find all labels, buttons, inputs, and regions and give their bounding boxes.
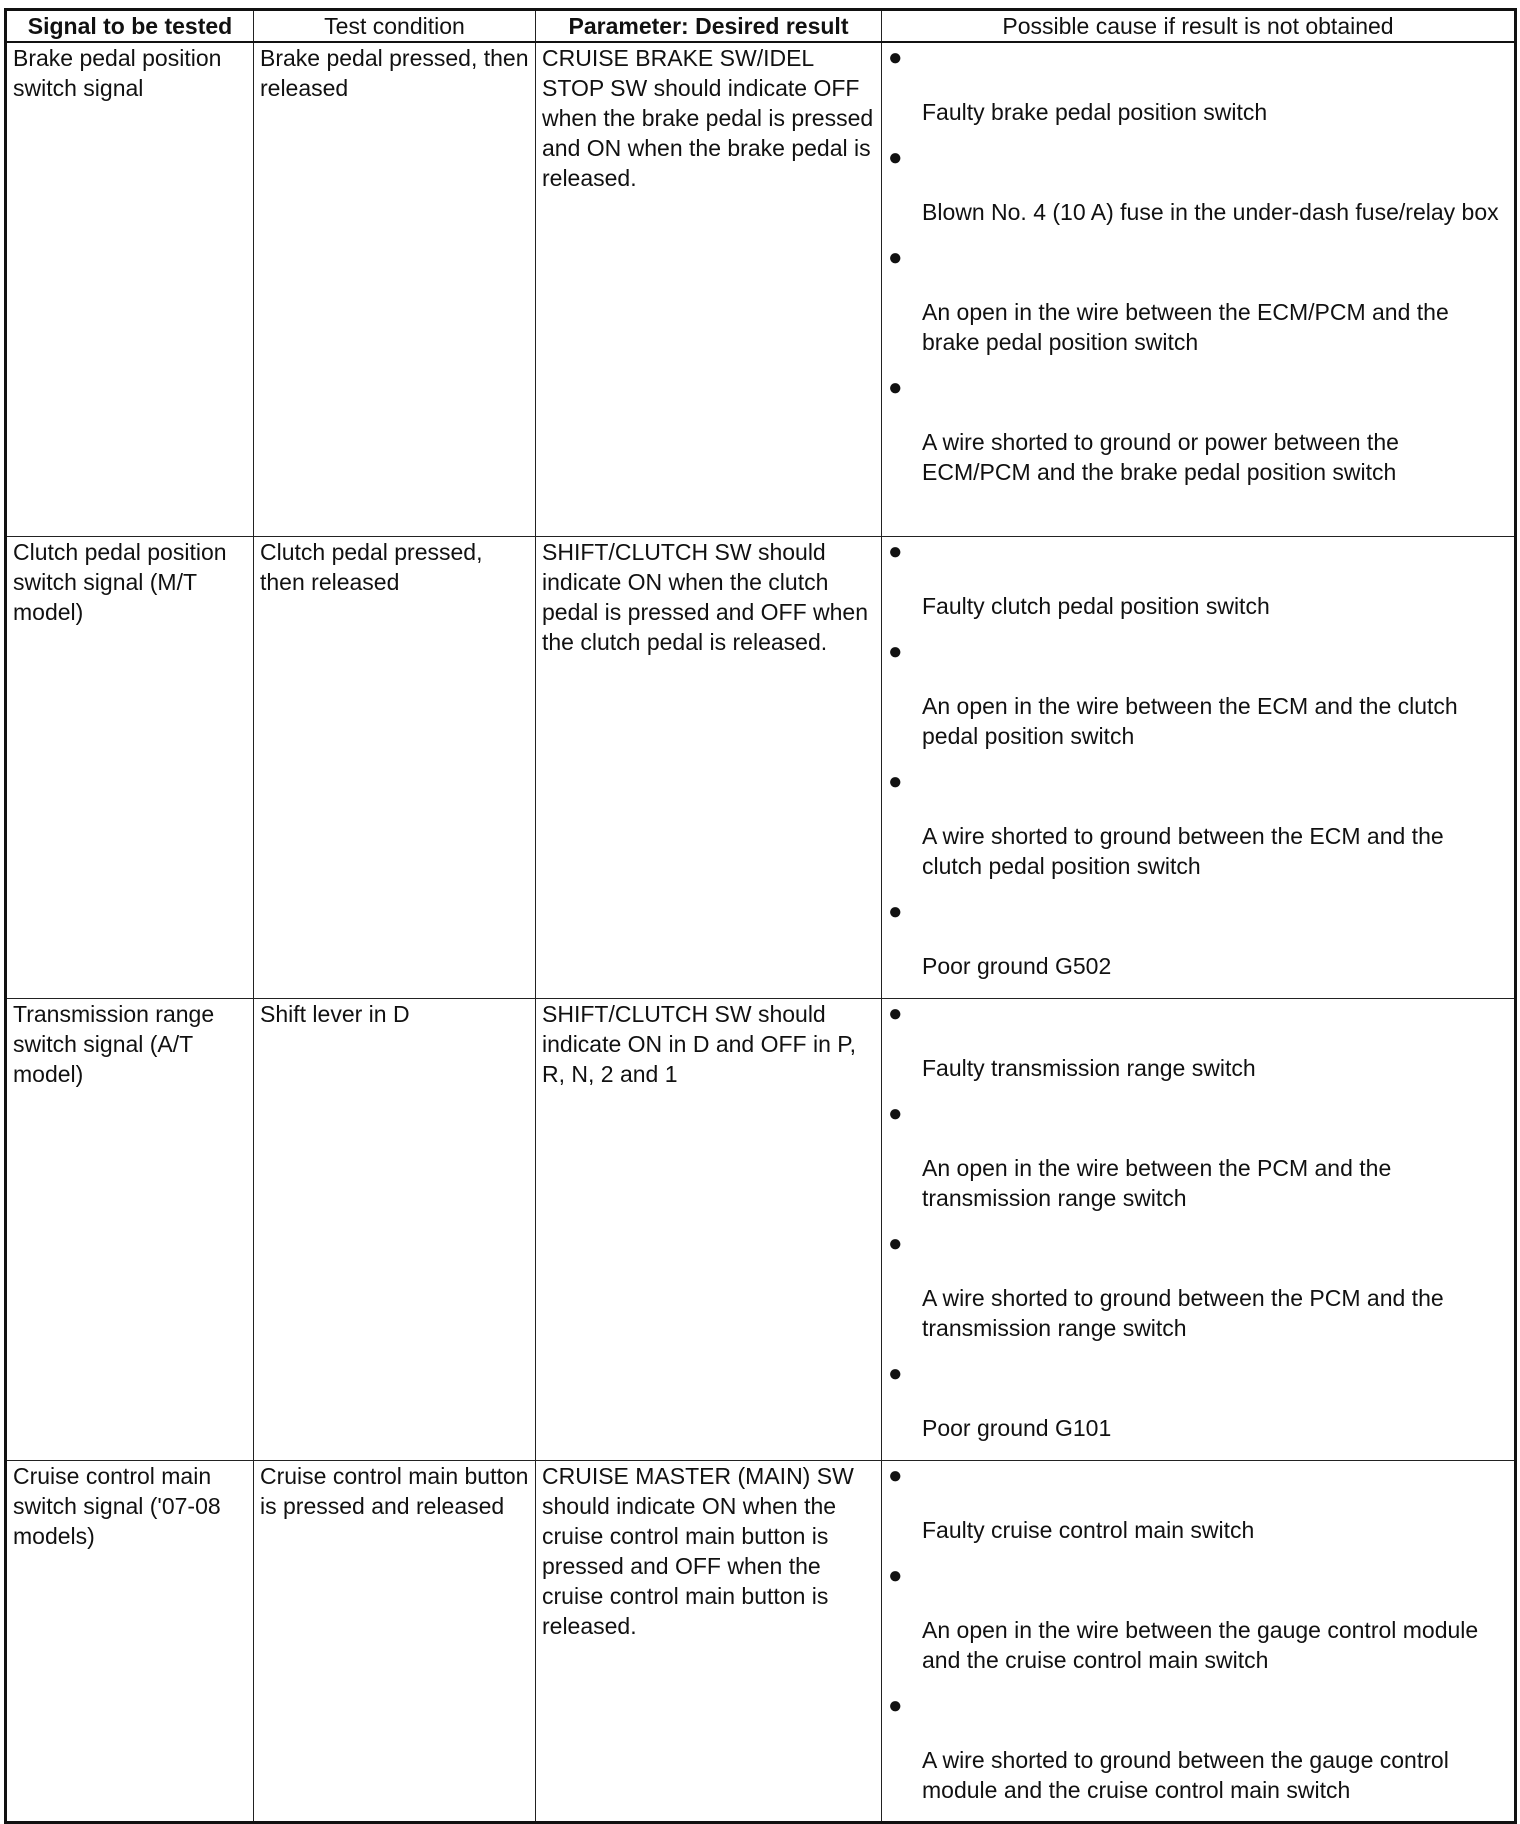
signal-cell: Transmission range switch signal (A/T model)	[6, 998, 254, 1460]
header-cause: Possible cause if result is not obtained	[882, 10, 1516, 43]
condition-cell: Clutch pedal pressed, then released	[254, 536, 536, 998]
cause-text: A wire shorted to ground between the gauge control module and the cruise control main switch	[922, 1746, 1449, 1803]
cause-item	[888, 897, 1508, 981]
cause-item	[888, 373, 1508, 487]
cause-text: An open in the wire between the gauge control module and the cruise control main switch	[922, 1616, 1479, 1673]
cause-item	[888, 1099, 1508, 1213]
cause-item	[888, 637, 1508, 751]
cause-text: Poor ground G101	[922, 1414, 1112, 1441]
cause-text: Faulty transmission range switch	[922, 1054, 1256, 1081]
table-row	[6, 42, 1516, 536]
bullet-icon: ●	[888, 1359, 903, 1387]
cause-text: Poor ground G502	[922, 952, 1112, 979]
header-signal: Signal to be tested	[6, 10, 254, 43]
condition-cell: Cruise control main button is pressed and released	[254, 1460, 536, 1822]
bullet-icon: ●	[888, 1561, 903, 1589]
bullet-icon: ●	[888, 1691, 903, 1719]
cause-cell	[882, 536, 1516, 998]
table-row	[6, 1460, 1516, 1822]
parameter-cell: CRUISE MASTER (MAIN) SW should indicate ON when the cruise control main button is pressed and OFF when the cruise control main button is released.	[536, 1460, 882, 1822]
cause-item	[888, 1561, 1508, 1675]
header-row	[6, 10, 1516, 43]
cause-item	[888, 1691, 1508, 1805]
parameter-cell: SHIFT/CLUTCH SW should indicate ON when the clutch pedal is pressed and OFF when the clutch pedal is released.	[536, 536, 882, 998]
cause-item	[888, 767, 1508, 881]
cause-text: Faulty clutch pedal position switch	[922, 592, 1270, 619]
bullet-icon: ●	[888, 1461, 903, 1489]
condition-cell: Brake pedal pressed, then released	[254, 42, 536, 536]
bullet-icon: ●	[888, 1099, 903, 1127]
cause-text: Blown No. 4 (10 A) fuse in the under-dash fuse/relay box	[922, 199, 1499, 225]
cause-cell	[882, 42, 1516, 536]
cause-text: An open in the wire between the ECM and the clutch pedal position switch	[922, 692, 1458, 749]
cause-item	[888, 999, 1508, 1083]
cause-item	[888, 43, 1508, 127]
cause-item	[888, 1359, 1508, 1443]
cause-text: A wire shorted to ground or power between the ECM/PCM and the brake pedal position switch	[922, 429, 1399, 485]
bullet-icon: ●	[888, 374, 903, 401]
bullet-icon: ●	[888, 44, 903, 71]
cause-cell	[882, 998, 1516, 1460]
bullet-icon: ●	[888, 767, 903, 795]
cause-item	[888, 1461, 1508, 1545]
bullet-icon: ●	[888, 637, 903, 665]
header-condition: Test condition	[254, 10, 536, 43]
table-row	[6, 536, 1516, 998]
cause-cell	[882, 1460, 1516, 1822]
bullet-icon: ●	[888, 244, 903, 271]
bullet-icon: ●	[888, 537, 903, 565]
bullet-icon: ●	[888, 897, 903, 925]
signal-test-table	[4, 8, 1517, 1824]
cause-text: A wire shorted to ground between the PCM and the transmission range switch	[922, 1284, 1444, 1341]
cause-item	[888, 243, 1508, 357]
parameter-cell: SHIFT/CLUTCH SW should indicate ON in D and OFF in P, R, N, 2 and 1	[536, 998, 882, 1460]
signal-cell: Clutch pedal position switch signal (M/T model)	[6, 536, 254, 998]
bullet-icon: ●	[888, 144, 903, 171]
table-row	[6, 998, 1516, 1460]
signal-cell: Brake pedal position switch signal	[6, 42, 254, 536]
parameter-cell: CRUISE BRAKE SW/IDEL STOP SW should indicate OFF when the brake pedal is pressed and ON when the brake pedal is released.	[536, 42, 882, 536]
cause-item	[888, 143, 1508, 227]
cause-item	[888, 1229, 1508, 1343]
cause-text: An open in the wire between the ECM/PCM and the brake pedal position switch	[922, 299, 1449, 355]
signal-cell: Cruise control main switch signal ('07-08 models)	[6, 1460, 254, 1822]
cause-item	[888, 537, 1508, 621]
bullet-icon: ●	[888, 999, 903, 1027]
cause-text: Faulty cruise control main switch	[922, 1516, 1255, 1543]
header-parameter: Parameter: Desired result	[536, 10, 882, 43]
cause-text: An open in the wire between the PCM and the transmission range switch	[922, 1154, 1392, 1211]
cause-text: Faulty brake pedal position switch	[922, 99, 1268, 125]
cause-text: A wire shorted to ground between the ECM and the clutch pedal position switch	[922, 822, 1444, 879]
bullet-icon: ●	[888, 1229, 903, 1257]
condition-cell: Shift lever in D	[254, 998, 536, 1460]
